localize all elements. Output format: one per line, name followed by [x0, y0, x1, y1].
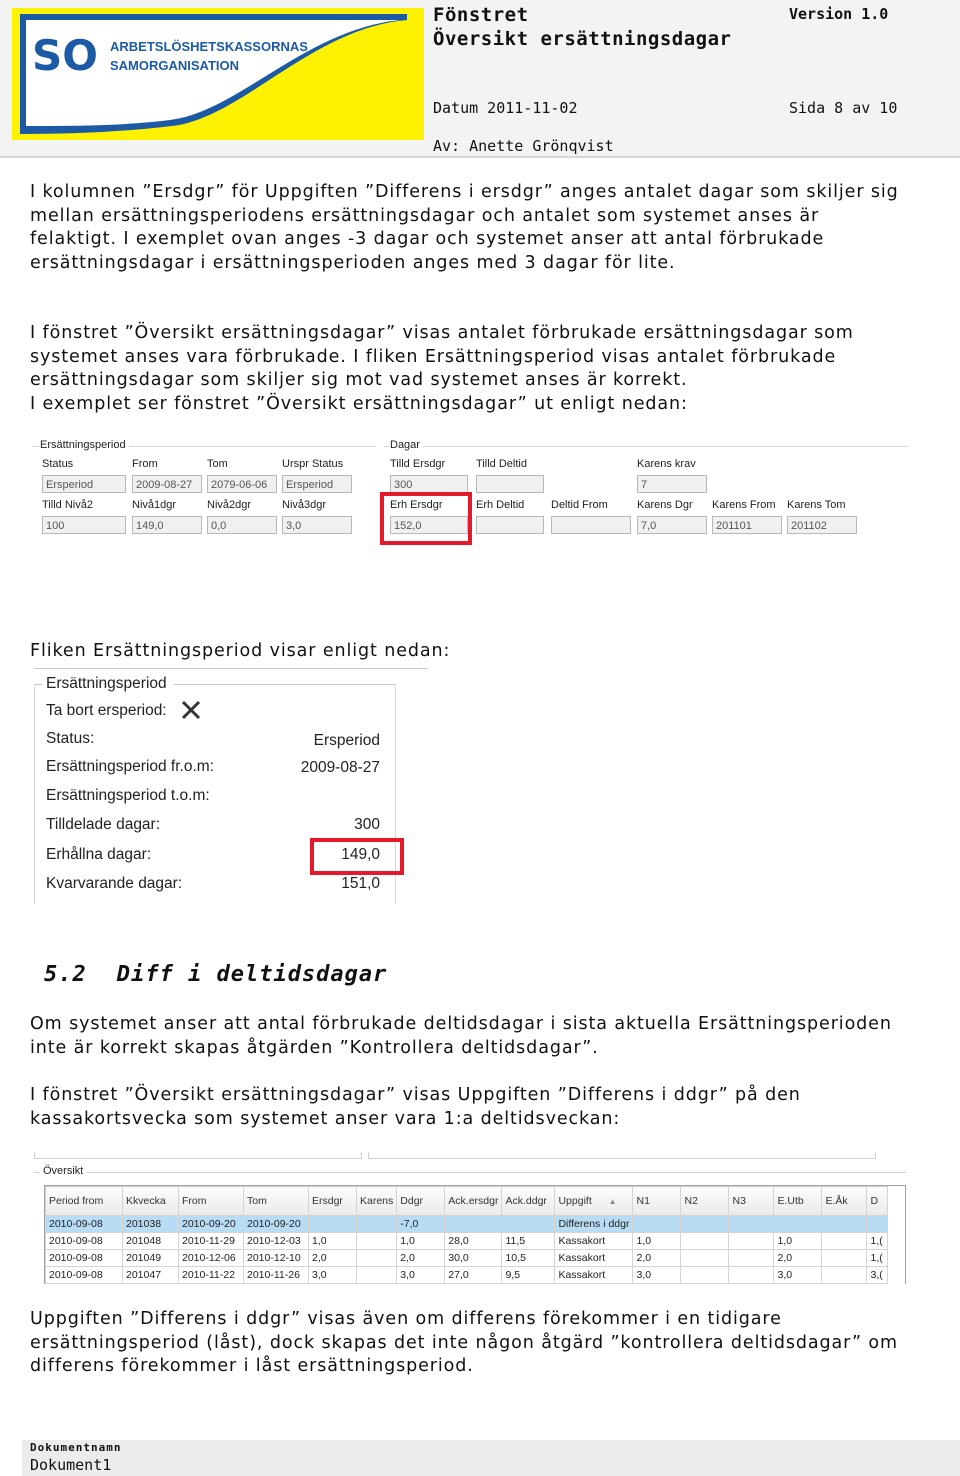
table-cell: 2,0 [309, 1250, 357, 1267]
table-row[interactable] [46, 1216, 888, 1233]
column-header-n3[interactable]: N3 [729, 1187, 774, 1216]
logo-line1: ARBETSLÖSHETSKASSORNAS [110, 39, 308, 54]
table-cell [729, 1250, 774, 1267]
table-cell: 9,5 [502, 1267, 555, 1284]
table-row[interactable] [46, 1233, 888, 1250]
table-cell: 3,0 [633, 1267, 681, 1284]
row-value-tilldelade: 300 [354, 816, 380, 833]
sort-arrow-icon: ▲ [608, 1197, 617, 1206]
label-deltid-from: Deltid From [551, 499, 608, 511]
table-cell [774, 1216, 822, 1233]
header-date: Datum 2011-11-02 [433, 99, 578, 117]
highlight-box [310, 838, 404, 875]
text-line: systemet anses vara förbrukade. I fliken Ersättningsperiod visas antalet förbrukade [30, 346, 837, 367]
table-cell: 1,( [867, 1233, 888, 1250]
field-niva2dgr[interactable]: 0,0 [207, 516, 277, 534]
footer-document-name: Dokument1 [30, 1456, 112, 1474]
table-cell: -7,0 [397, 1216, 445, 1233]
table-cell [867, 1216, 888, 1233]
table-cell [357, 1250, 397, 1267]
group-title-oversikt: Översikt [40, 1165, 86, 1177]
label-karens-krav: Karens krav [637, 458, 696, 470]
field-tom[interactable]: 2079-06-06 [207, 475, 277, 493]
row-label-fr-o-m: Ersättningsperiod fr.o.m: [46, 758, 214, 775]
remove-ersperiod-label: Ta bort ersperiod: [46, 702, 167, 719]
column-header-ddgr[interactable]: Ddgr [397, 1187, 445, 1216]
text-line: inte är korrekt skapas åtgärden ”Kontrollera deltidsdagar”. [30, 1037, 599, 1058]
field-karens-from[interactable]: 201101 [712, 516, 782, 534]
column-header-ersdgr[interactable]: Ersdgr [309, 1187, 357, 1216]
label-niva1dgr: Nivå1dgr [132, 499, 177, 511]
table-cell: 2010-09-08 [46, 1233, 123, 1250]
paragraph-tab-intro [30, 640, 930, 664]
field-urspr-status[interactable]: Ersperiod [282, 475, 352, 493]
field-tilld-niva2[interactable]: 100 [42, 516, 126, 534]
table-cell: 2010-09-08 [46, 1216, 123, 1233]
row-label-erhallna: Erhållna dagar: [46, 846, 152, 863]
label-tom: Tom [207, 458, 228, 470]
field-from[interactable]: 2009-08-27 [132, 475, 202, 493]
row-value-kvarvarande: 151,0 [341, 875, 380, 892]
tab-title: Ersättningsperiod [46, 675, 167, 692]
text-line: ersättningsdagar som skiljer sig mot vad systemet anses är korrekt. [30, 370, 688, 390]
table-cell: 2,0 [397, 1250, 445, 1267]
table-row[interactable] [46, 1250, 888, 1267]
table-cell [633, 1216, 681, 1233]
screenshot-ersattningsperiod-tab [34, 668, 396, 904]
table-cell: Kassakort [555, 1267, 633, 1284]
text-line: kassakortsvecka som systemet anser vara 1:a deltidsveckan: [30, 1108, 621, 1129]
table-cell [729, 1216, 774, 1233]
field-deltid-from[interactable] [551, 516, 631, 534]
text-line: I fönstret ”Översikt ersättningsdagar” visas antalet förbrukade ersättningsdagar som [30, 323, 854, 343]
text-line: Uppgiften ”Differens i ddgr” visas även om differens förekommer i en tidigare [30, 1309, 782, 1329]
table-cell: 201049 [123, 1250, 179, 1267]
table-cell: Kassakort [555, 1233, 633, 1250]
table-cell: 1,( [867, 1250, 888, 1267]
table-cell [729, 1233, 774, 1250]
table-cell: 11,5 [502, 1233, 555, 1250]
table-cell: 2010-09-20 [179, 1216, 244, 1233]
label-urspr-status: Urspr Status [282, 458, 344, 470]
table-cell: 1,0 [397, 1233, 445, 1250]
section-heading [44, 962, 387, 987]
row-value-status: Ersperiod [313, 732, 380, 749]
label-from: From [132, 458, 158, 470]
table-cell [681, 1216, 729, 1233]
table-cell: Kassakort [555, 1250, 633, 1267]
section-title: Diff i deltidsdagar [116, 962, 388, 987]
table-cell: 3,( [867, 1267, 888, 1284]
table-cell: 2010-12-06 [179, 1250, 244, 1267]
text-line: Fliken Ersättningsperiod visar enligt nedan: [30, 641, 451, 661]
field-erh-deltid[interactable] [476, 516, 544, 534]
table-cell [822, 1250, 867, 1267]
table-row[interactable] [46, 1267, 888, 1284]
label-tilld-deltid: Tilld Deltid [476, 458, 527, 470]
field-niva3dgr[interactable]: 3,0 [282, 516, 352, 534]
field-karens-dgr[interactable]: 7,0 [637, 516, 707, 534]
table-cell: 201048 [123, 1233, 179, 1250]
table-cell: 2,0 [633, 1250, 681, 1267]
column-header-period-from[interactable]: Period from [46, 1187, 123, 1216]
table-cell: 2010-11-29 [179, 1233, 244, 1250]
logo-abbr: SO [32, 31, 98, 80]
table-cell [822, 1233, 867, 1250]
header-title-line2: Översikt ersättningsdagar [433, 28, 732, 50]
text-line: differens förekommer i låst ersättningsperiod. [30, 1356, 474, 1376]
table-cell [502, 1216, 555, 1233]
column-header-d[interactable]: D [867, 1187, 888, 1216]
row-label-t-o-m: Ersättningsperiod t.o.m: [46, 787, 210, 804]
table-cell: 201038 [123, 1216, 179, 1233]
row-label-status: Status: [46, 730, 95, 747]
label-tilld-niva2: Tilld Nivå2 [42, 499, 93, 511]
column-header-e-utb[interactable]: E.Utb [774, 1187, 822, 1216]
group-title-dagar: Dagar [390, 439, 423, 451]
paragraph-locked-period [30, 1308, 930, 1379]
table-cell: Differens i ddgr [555, 1216, 633, 1233]
table-cell: 1,0 [774, 1233, 822, 1250]
field-tilld-deltid[interactable] [476, 475, 544, 493]
table-cell: 2010-11-22 [179, 1267, 244, 1284]
column-header-ack-ersdgr[interactable]: Ack.ersdgr [445, 1187, 502, 1216]
table-cell [681, 1233, 729, 1250]
oversikt-table [45, 1186, 888, 1284]
table-cell [681, 1250, 729, 1267]
field-niva1dgr[interactable]: 149,0 [132, 516, 202, 534]
text-line: ersättningsdagar i ersättningsperioden anges med 3 dagar för lite. [30, 252, 676, 273]
table-cell [729, 1267, 774, 1284]
table-cell [822, 1216, 867, 1233]
field-karens-tom[interactable]: 201102 [787, 516, 857, 534]
column-header-kkvecka[interactable]: Kkvecka [123, 1187, 179, 1216]
table-cell: 2010-09-08 [46, 1250, 123, 1267]
table-cell: 3,0 [397, 1267, 445, 1284]
label-erh-deltid: Erh Deltid [476, 499, 525, 511]
table-cell: 28,0 [445, 1233, 502, 1250]
table-cell: 1,0 [633, 1233, 681, 1250]
row-label-tilldelade: Tilldelade dagar: [46, 816, 161, 833]
column-header-uppgift-label: Uppgift [558, 1195, 592, 1207]
label-karens-tom: Karens Tom [787, 499, 846, 511]
field-erh-ersdgr[interactable]: 152,0 [390, 516, 468, 534]
row-label-kvarvarande: Kvarvarande dagar: [46, 875, 183, 892]
group-title-ersattningsperiod: Ersättningsperiod [40, 439, 129, 451]
table-cell [357, 1216, 397, 1233]
table-cell [681, 1267, 729, 1284]
label-tilld-ersdgr: Tilld Ersdgr [390, 458, 446, 470]
text-line: I fönstret ”Översikt ersättningsdagar” visas Uppgiften ”Differens i ddgr” på den [30, 1085, 801, 1105]
screenshot-oversikt-table [34, 1152, 906, 1284]
table-cell [445, 1216, 502, 1233]
column-header-uppgift[interactable] [555, 1187, 633, 1216]
table-cell: 1,0 [309, 1233, 357, 1250]
table-cell [822, 1267, 867, 1284]
paragraph-deltid-action [30, 1013, 930, 1060]
table-cell: 2010-12-03 [244, 1233, 309, 1250]
footer-label: Dokumentnamn [30, 1441, 122, 1454]
header-title-line1: Fönstret [433, 4, 529, 26]
table-cell: 201047 [123, 1267, 179, 1284]
text-line: Om systemet anser att antal förbrukade deltidsdagar i sista aktuella Ersättningsperioden [30, 1014, 892, 1034]
field-karens-krav[interactable]: 7 [637, 475, 707, 493]
column-header-n1[interactable]: N1 [633, 1187, 681, 1216]
label-status: Status [42, 458, 74, 470]
paragraph-ersdgr-explanation [30, 181, 930, 275]
table-cell: 2010-09-20 [244, 1216, 309, 1233]
table-cell: 27,0 [445, 1267, 502, 1284]
table-cell [357, 1233, 397, 1250]
section-number: 5.2 [44, 962, 87, 987]
header-version: Version 1.0 [789, 5, 889, 23]
column-header-e-ak[interactable]: E.Åk [822, 1187, 867, 1216]
table-cell [309, 1216, 357, 1233]
column-header-karens[interactable]: Karens [357, 1187, 397, 1216]
column-header-tom[interactable]: Tom [244, 1187, 309, 1216]
highlight-box [380, 492, 472, 545]
logo-line2: SAMORGANISATION [110, 58, 240, 73]
company-logo [12, 8, 424, 140]
table-cell: 3,0 [774, 1267, 822, 1284]
text-line: ersättningsperiod (låst), dock skapas det inte någon åtgärd ”kontrollera deltidsdagar” om [30, 1332, 898, 1353]
label-erh-ersdgr: Erh Ersdgr [390, 499, 443, 511]
label-niva2dgr: Nivå2dgr [207, 499, 252, 511]
table-cell: 2010-11-26 [244, 1267, 309, 1284]
header-page-number: Sida 8 av 10 [789, 99, 898, 117]
row-value-fr-o-m: 2009-08-27 [300, 759, 380, 776]
column-header-from[interactable]: From [179, 1187, 244, 1216]
header-author: Av: Anette Grönqvist [433, 137, 614, 155]
table-cell: 3,0 [309, 1267, 357, 1284]
paragraph-window-description [30, 322, 930, 416]
table-cell: 10,5 [502, 1250, 555, 1267]
text-line: I exemplet ser fönstret ”Översikt ersättningsdagar” ut enligt nedan: [30, 393, 688, 414]
table-cell [357, 1267, 397, 1284]
close-icon[interactable] [180, 699, 202, 721]
paragraph-deltid-window [30, 1084, 930, 1131]
screenshot-overview-fields [32, 438, 908, 546]
label-karens-from: Karens From [712, 499, 776, 511]
column-header-n2[interactable]: N2 [681, 1187, 729, 1216]
page-footer [22, 1440, 960, 1476]
table-header-row [46, 1187, 888, 1216]
label-niva3dgr: Nivå3dgr [282, 499, 327, 511]
text-line: felaktigt. I exemplet ovan anges -3 dagar och systemet anser att antal förbrukade [30, 229, 825, 249]
row-value-erhallna: 149,0 [341, 846, 380, 863]
text-line: I kolumnen ”Ersdgr” för Uppgiften ”Differens i ersdgr” anges antalet dagar som skiljer sig [30, 182, 899, 202]
table-cell: 2010-12-10 [244, 1250, 309, 1267]
label-karens-dgr: Karens Dgr [637, 499, 693, 511]
field-status[interactable]: Ersperiod [42, 475, 126, 493]
column-header-ack-ddgr[interactable]: Ack.ddgr [502, 1187, 555, 1216]
field-tilld-ersdgr[interactable]: 300 [390, 475, 468, 493]
table-cell: 30,0 [445, 1250, 502, 1267]
table-cell: 2,0 [774, 1250, 822, 1267]
text-line: mellan ersättningsperiodens ersättningsdagar och antalet som systemet anses är [30, 205, 820, 226]
table-cell: 2010-09-08 [46, 1267, 123, 1284]
